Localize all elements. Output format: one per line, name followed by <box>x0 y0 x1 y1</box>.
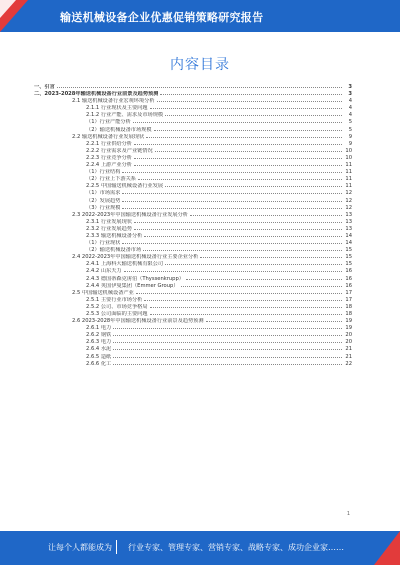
toc-leader-dots <box>200 257 342 258</box>
toc-leader-dots <box>113 342 342 343</box>
toc-leader-dots <box>181 286 343 287</box>
toc-entry[interactable] <box>34 339 352 346</box>
toc-entry-title: 2.2.1 行业供给分析 <box>86 140 132 147</box>
toc-leader-dots <box>124 271 342 272</box>
toc-entry-page: 17 <box>345 289 352 296</box>
toc-entry-title: 2.3.1 行业发展现状 <box>86 218 132 225</box>
toc-leader-dots <box>144 300 342 301</box>
toc-entry-title: 2.3.3 输送机械设备分析 <box>86 232 143 239</box>
toc-leader-dots <box>150 108 342 109</box>
toc-leader-dots <box>144 236 342 237</box>
toc-leader-dots <box>122 243 342 244</box>
toc-entry-title: 2.3.2 行业发展趋势 <box>86 225 132 232</box>
toc-entry-title: （3）行业规模 <box>86 204 121 211</box>
toc-entry-title: （2）输送机械设备市场 <box>86 247 142 254</box>
toc-entry-page: 12 <box>345 197 352 204</box>
toc-entry-title: （1）行业现状 <box>86 240 121 247</box>
toc-leader-dots <box>165 264 342 265</box>
footer-slogan-right: 行业专家、管理专家、营销专家、战略专家、成功企业家…… <box>128 543 344 552</box>
toc-leader-dots <box>134 229 342 230</box>
toc-entry-title: （1）行业产能分析 <box>86 119 131 126</box>
toc-entry-page: 9 <box>348 140 352 147</box>
header-white-triangle <box>0 0 16 18</box>
toc-entry-title: 2.6.6 化工 <box>86 360 112 367</box>
toc-entry[interactable] <box>34 311 352 318</box>
toc-entry-title: 2.2.2 行业需求及产业链情况 <box>86 147 153 154</box>
toc-entry[interactable] <box>34 240 352 247</box>
toc-entry[interactable] <box>34 205 352 212</box>
toc-entry-page: 18 <box>345 311 352 317</box>
toc-leader-dots <box>154 130 342 131</box>
toc-leader-dots <box>122 193 342 194</box>
toc-leader-dots <box>113 349 342 350</box>
toc-entry[interactable] <box>34 162 352 169</box>
toc-leader-dots <box>134 158 342 159</box>
toc-leader-dots <box>122 172 342 173</box>
toc-entry-page: 16 <box>345 282 352 289</box>
toc-leader-dots <box>136 293 342 294</box>
toc-entry-title: （1）市场需求 <box>86 190 121 197</box>
toc-leader-dots <box>155 151 342 152</box>
toc-entry-page: 15 <box>345 247 352 254</box>
toc-leader-dots <box>122 201 342 202</box>
toc-entry-page: 10 <box>345 147 352 154</box>
toc-entry-title: 2.4 2022-2023年中国输送机械设备行业主要企业分析 <box>72 254 199 261</box>
toc-entry-title: 一、引言 <box>34 84 55 90</box>
toc-leader-dots <box>150 314 342 315</box>
toc-entry-title: 2.4.1 上海科大输送机械有限公司 <box>86 261 164 268</box>
report-title: 输送机械设备企业优惠促销策略研究报告 <box>60 11 264 24</box>
toc-leader-dots <box>160 94 342 95</box>
toc-entry-page: 13 <box>345 218 352 225</box>
toc-entry-title: 2.1.2 行业产能、需求及市场规模 <box>86 112 164 119</box>
toc-entry-page: 9 <box>348 133 352 140</box>
toc-leader-dots <box>134 165 342 166</box>
toc-entry[interactable] <box>34 112 352 119</box>
toc-entry-page: 13 <box>345 225 352 232</box>
toc-entry-title: 2.4.3 德国蒂森克虏伯（Thyssenkrupp） <box>86 275 184 282</box>
toc-entry-page: 21 <box>345 353 352 360</box>
toc-entry-page: 5 <box>348 126 352 133</box>
toc-entry-title: 2.1 输送机械设备行业宏观环境分析 <box>72 98 155 105</box>
toc-entry-page: 14 <box>345 232 352 239</box>
toc-heading: 内容目录 <box>170 57 230 73</box>
toc-entry-title: （2）行业上下游关系 <box>86 176 136 183</box>
table-of-contents <box>34 84 352 368</box>
toc-entry-page: 17 <box>345 296 352 303</box>
toc-entry[interactable] <box>34 183 352 190</box>
toc-entry[interactable] <box>34 134 352 141</box>
toc-entry-title: 2.5.1 主要行业市场分析 <box>86 296 143 303</box>
toc-entry[interactable] <box>34 148 352 155</box>
toc-entry[interactable] <box>34 141 352 148</box>
toc-leader-dots <box>165 186 342 187</box>
toc-entry-title: 2.2.4 上游产业分析 <box>86 162 132 169</box>
toc-entry[interactable] <box>34 283 352 290</box>
toc-entry-title: 2.5.2 公司、市场竞争格局 <box>86 303 148 310</box>
toc-entry-page: 13 <box>345 211 352 218</box>
toc-entry[interactable] <box>34 98 352 105</box>
toc-entry-page: 3 <box>348 84 352 90</box>
toc-entry[interactable] <box>34 212 352 219</box>
toc-entry[interactable] <box>34 105 352 112</box>
footer-red-triangle <box>374 531 400 565</box>
toc-entry[interactable] <box>34 276 352 283</box>
toc-entry-title: 2.6.3 电力 <box>86 339 112 346</box>
toc-entry-title: 2.6 2023-2028年中国输送机械设备行业前景及趋势预测 <box>72 318 204 325</box>
toc-entry-page: 3 <box>348 91 352 98</box>
toc-entry-page: 15 <box>345 261 352 268</box>
toc-entry-page: 5 <box>348 119 352 126</box>
toc-entry[interactable] <box>34 127 352 134</box>
toc-entry[interactable] <box>34 198 352 205</box>
toc-entry[interactable] <box>34 290 352 297</box>
toc-leader-dots <box>134 144 342 145</box>
toc-entry-page: 18 <box>345 303 352 310</box>
toc-leader-dots <box>157 101 342 102</box>
toc-entry-title: 2.1.1 行业现状及主要问题 <box>86 105 148 112</box>
toc-leader-dots <box>133 122 342 123</box>
toc-entry[interactable] <box>34 268 352 275</box>
toc-entry-page: 14 <box>345 240 352 247</box>
toc-entry-title: （1）行业结构 <box>86 169 121 176</box>
toc-entry-title: 2.2.5 中国输送机械设备行业发展 <box>86 183 164 190</box>
toc-entry-title: 2.4.4 英国伊曼集团（Emmer Group） <box>86 282 179 289</box>
toc-entry-page: 11 <box>345 176 352 183</box>
toc-entry-page: 21 <box>345 346 352 353</box>
toc-entry-title: 2.2 输送机械设备行业发展现状 <box>72 133 145 140</box>
toc-leader-dots <box>190 215 342 216</box>
toc-entry[interactable] <box>34 169 352 176</box>
toc-leader-dots <box>134 222 342 223</box>
toc-leader-dots <box>186 279 342 280</box>
toc-leader-dots <box>113 357 342 358</box>
toc-entry[interactable] <box>34 332 352 339</box>
toc-entry[interactable] <box>34 155 352 162</box>
toc-entry-title: 2.6.2 钢铁 <box>86 332 112 339</box>
toc-leader-dots <box>143 250 342 251</box>
toc-entry-page: 4 <box>348 105 352 112</box>
toc-entry-page: 19 <box>345 318 352 325</box>
toc-leader-dots <box>165 115 342 116</box>
toc-entry-page: 4 <box>348 98 352 105</box>
footer-slogan-left: 让每个人都能成为 <box>48 543 112 552</box>
toc-entry-title: 2.5 中国输送机械设备产业 <box>72 289 134 296</box>
toc-entry[interactable] <box>34 219 352 226</box>
toc-entry-page: 20 <box>345 332 352 339</box>
toc-leader-dots <box>122 208 342 209</box>
toc-entry-title: 2.6.1 电力 <box>86 325 112 332</box>
footer-bar <box>0 531 400 565</box>
toc-entry[interactable] <box>34 176 352 183</box>
toc-entry-page: 10 <box>345 154 352 161</box>
toc-entry-page: 19 <box>345 325 352 332</box>
toc-entry-page: 12 <box>345 204 352 211</box>
toc-entry[interactable] <box>34 297 352 304</box>
header-bar <box>0 0 400 32</box>
toc-entry-page: 16 <box>345 275 352 282</box>
toc-entry[interactable] <box>34 361 352 368</box>
toc-leader-dots <box>138 179 342 180</box>
footer-divider <box>116 540 117 554</box>
page-number: 1 <box>346 511 350 517</box>
toc-entry-page: 12 <box>345 190 352 197</box>
toc-leader-dots <box>57 87 342 88</box>
toc-entry[interactable] <box>34 318 352 325</box>
toc-entry[interactable] <box>34 226 352 233</box>
toc-entry-page: 11 <box>345 162 352 169</box>
toc-leader-dots <box>113 328 342 329</box>
toc-entry-title: 二、2023-2028年输送机械设备行业前景及趋势预测 <box>34 91 159 98</box>
toc-entry-title: 2.2.3 行业竞争分析 <box>86 154 132 161</box>
toc-leader-dots <box>113 364 342 365</box>
toc-entry[interactable] <box>34 84 352 91</box>
toc-entry[interactable] <box>34 190 352 197</box>
toc-entry[interactable] <box>34 325 352 332</box>
toc-entry-page: 20 <box>345 339 352 346</box>
toc-entry[interactable] <box>34 119 352 126</box>
toc-leader-dots <box>206 321 342 322</box>
toc-entry[interactable] <box>34 233 352 240</box>
toc-entry-title: 2.4.2 山东天力 <box>86 268 122 275</box>
toc-leader-dots <box>113 335 342 336</box>
toc-entry[interactable] <box>34 261 352 268</box>
toc-entry-page: 11 <box>345 183 352 190</box>
toc-entry-title: 2.5.3 公司面临的主要问题 <box>86 311 148 317</box>
toc-entry-page: 15 <box>345 254 352 261</box>
toc-entry-title: 2.6.4 水泥 <box>86 346 112 353</box>
toc-entry-page: 4 <box>348 112 352 119</box>
toc-entry[interactable] <box>34 304 352 311</box>
toc-entry-title: 2.3 2022-2023年中国输送机械设备行业发展分析 <box>72 211 188 218</box>
toc-leader-dots <box>150 307 342 308</box>
toc-entry[interactable] <box>34 254 352 261</box>
toc-entry[interactable] <box>34 346 352 353</box>
toc-entry-title: （2）发展趋势 <box>86 197 121 204</box>
toc-leader-dots <box>146 137 342 138</box>
toc-entry[interactable] <box>34 247 352 254</box>
toc-entry-page: 11 <box>345 169 352 176</box>
toc-entry[interactable] <box>34 91 352 98</box>
toc-entry-title: 2.6.5 造纸 <box>86 353 112 360</box>
toc-entry-title: （2）输送机械设备市场规模 <box>86 126 152 133</box>
toc-entry[interactable] <box>34 354 352 361</box>
toc-entry-page: 22 <box>345 360 352 367</box>
toc-entry-page: 16 <box>345 268 352 275</box>
